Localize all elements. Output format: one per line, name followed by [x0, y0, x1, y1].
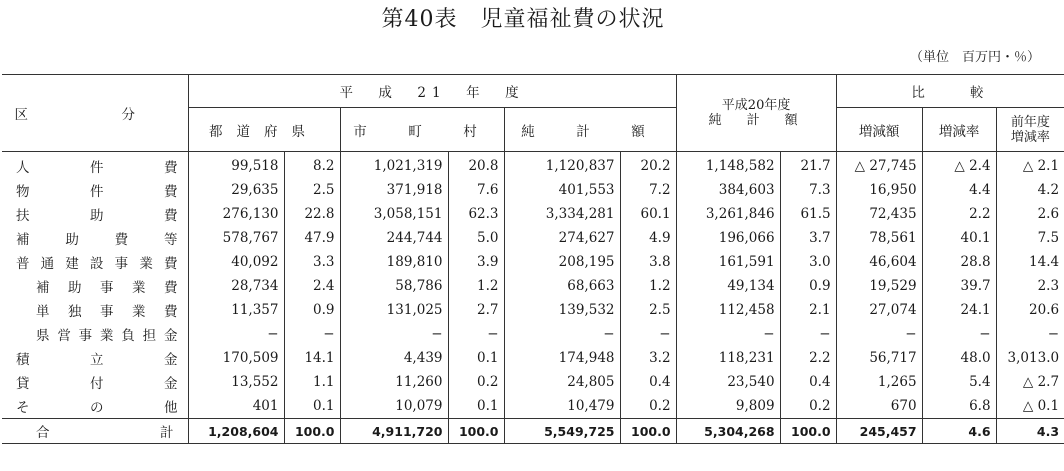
cell-value: 3.8: [620, 250, 676, 274]
cell-value: 7.6: [448, 178, 504, 202]
cell-value: 1,021,319: [340, 152, 448, 179]
cell-value: 72,435: [836, 202, 922, 226]
cell-value: 244,744: [340, 226, 448, 250]
cell-value: 1.1: [284, 370, 340, 394]
cell-value: 401,553: [504, 178, 620, 202]
row-label: 貸付金: [16, 376, 178, 392]
cell-value: 6.8: [922, 394, 996, 419]
cell-value: 11,260: [340, 370, 448, 394]
row-label: 扶助費: [16, 208, 178, 224]
cell-value: −: [448, 322, 504, 346]
cell-value: 46,604: [836, 250, 922, 274]
cell-value: 4,911,720: [340, 419, 448, 444]
cell-value: 2.5: [620, 298, 676, 322]
row-label: その他: [16, 400, 178, 416]
cell-value: 1,148,582: [676, 152, 780, 179]
cell-value: 3,058,151: [340, 202, 448, 226]
table-row: [2, 419, 1064, 444]
cell-value: 2.4: [284, 274, 340, 298]
table-row: [2, 152, 1064, 179]
cell-value: 100.0: [448, 419, 504, 444]
cell-value: 578,767: [188, 226, 284, 250]
cell-value: 371,918: [340, 178, 448, 202]
cell-value: −: [284, 322, 340, 346]
cell-value: 8.2: [284, 152, 340, 179]
cell-value: 23,540: [676, 370, 780, 394]
cell-value: 99,518: [188, 152, 284, 179]
cell-value: 3.3: [284, 250, 340, 274]
cell-value: 1,265: [836, 370, 922, 394]
table-row: [2, 322, 1064, 346]
cell-value: 2.1: [780, 298, 836, 322]
cell-value: 7.5: [996, 226, 1064, 250]
cell-value: 19,529: [836, 274, 922, 298]
cell-value: −: [504, 322, 620, 346]
header-change-amount: 増減額: [836, 108, 922, 152]
cell-value: 0.2: [448, 370, 504, 394]
header-fy20-line1: 平成20年度: [721, 98, 791, 113]
table-row: [2, 298, 1064, 322]
cell-value: 3,261,846: [676, 202, 780, 226]
cell-value: △ 2.4: [922, 152, 996, 179]
header-municipality: 市 町 村: [340, 108, 504, 152]
table-row: [2, 178, 1064, 202]
cell-value: 1,120,837: [504, 152, 620, 179]
cell-value: 24,805: [504, 370, 620, 394]
cell-value: 2.7: [448, 298, 504, 322]
cell-value: 100.0: [620, 419, 676, 444]
header-fy20-line2: 純 計 額: [708, 113, 804, 128]
cell-value: 49,134: [676, 274, 780, 298]
cell-value: 28.8: [922, 250, 996, 274]
table-row: [2, 202, 1064, 226]
row-label: 県営事業負担金: [36, 328, 178, 344]
cell-value: 189,810: [340, 250, 448, 274]
cell-value: △ 2.1: [996, 152, 1064, 179]
table-row: [2, 250, 1064, 274]
cell-value: 14.1: [284, 346, 340, 370]
cell-value: 0.1: [284, 394, 340, 419]
cell-value: 40,092: [188, 250, 284, 274]
cell-value: 39.7: [922, 274, 996, 298]
row-label: 補助事業費: [36, 280, 178, 296]
cell-value: △ 0.1: [996, 394, 1064, 419]
cell-value: 3.0: [780, 250, 836, 274]
cell-value: 13,552: [188, 370, 284, 394]
cell-value: 11,357: [188, 298, 284, 322]
cell-value: 4.4: [922, 178, 996, 202]
header-prefecture: 都道府県: [188, 108, 340, 152]
cell-value: 0.2: [780, 394, 836, 419]
cell-value: −: [676, 322, 780, 346]
cell-value: 20.8: [448, 152, 504, 179]
cell-value: 20.6: [996, 298, 1064, 322]
row-label: 積立金: [16, 352, 178, 368]
cell-value: 0.9: [284, 298, 340, 322]
cell-value: 2.2: [922, 202, 996, 226]
row-label: 普通建設事業費: [16, 256, 178, 272]
cell-value: 40.1: [922, 226, 996, 250]
cell-value: 161,591: [676, 250, 780, 274]
cell-value: −: [340, 322, 448, 346]
cell-value: 245,457: [836, 419, 922, 444]
child-welfare-table: [2, 74, 1064, 444]
unit-note: （単位 百万円・％）: [909, 50, 1040, 65]
cell-value: 1,208,604: [188, 419, 284, 444]
cell-value: 1.2: [620, 274, 676, 298]
header-net-total: 純 計 額: [504, 108, 676, 152]
cell-value: 100.0: [780, 419, 836, 444]
cell-value: 5,549,725: [504, 419, 620, 444]
table-row: [2, 226, 1064, 250]
row-label: 単独事業費: [36, 304, 178, 320]
cell-value: 21.7: [780, 152, 836, 179]
cell-value: 174,948: [504, 346, 620, 370]
cell-value: 2.6: [996, 202, 1064, 226]
cell-value: 27,074: [836, 298, 922, 322]
cell-value: 0.1: [448, 394, 504, 419]
cell-value: 2.5: [284, 178, 340, 202]
cell-value: 3,013.0: [996, 346, 1064, 370]
cell-value: 4.6: [922, 419, 996, 444]
table-row: [2, 274, 1064, 298]
cell-value: 24.1: [922, 298, 996, 322]
cell-value: −: [836, 322, 922, 346]
cell-value: −: [996, 322, 1064, 346]
table-row: [2, 370, 1064, 394]
cell-value: 16,950: [836, 178, 922, 202]
cell-value: 100.0: [284, 419, 340, 444]
header-prev-rate-line2: 増減率: [1010, 129, 1050, 145]
cell-value: 5.0: [448, 226, 504, 250]
header-prev-rate-line1: 前年度: [1010, 114, 1050, 130]
row-label: 補助費等: [16, 232, 178, 248]
cell-value: 112,458: [676, 298, 780, 322]
row-label: 物件費: [16, 184, 178, 200]
cell-value: 4.2: [996, 178, 1064, 202]
header-prev-rate: [996, 108, 1064, 152]
cell-value: 1.2: [448, 274, 504, 298]
cell-value: 4,439: [340, 346, 448, 370]
table-row: [2, 394, 1064, 419]
cell-value: −: [620, 322, 676, 346]
cell-value: 3,334,281: [504, 202, 620, 226]
cell-value: 62.3: [448, 202, 504, 226]
cell-value: 118,231: [676, 346, 780, 370]
cell-value: 131,025: [340, 298, 448, 322]
page-title: 第40表 児童福祉費の状況: [381, 7, 665, 32]
cell-value: 0.9: [780, 274, 836, 298]
cell-value: 139,532: [504, 298, 620, 322]
cell-value: 10,479: [504, 394, 620, 419]
header-fy21: 平 成 21 年 度: [188, 75, 676, 108]
header-comparison: 比 較: [836, 75, 1064, 108]
cell-value: 20.2: [620, 152, 676, 179]
cell-value: 48.0: [922, 346, 996, 370]
cell-value: 3.2: [620, 346, 676, 370]
cell-value: 208,195: [504, 250, 620, 274]
cell-value: 78,561: [836, 226, 922, 250]
cell-value: 276,130: [188, 202, 284, 226]
cell-value: 0.1: [448, 346, 504, 370]
cell-value: 670: [836, 394, 922, 419]
cell-value: −: [188, 322, 284, 346]
row-label: 合 計: [2, 419, 188, 444]
cell-value: 60.1: [620, 202, 676, 226]
row-label: 人件費: [16, 160, 178, 176]
cell-value: 28,734: [188, 274, 284, 298]
cell-value: 274,627: [504, 226, 620, 250]
cell-value: 4.9: [620, 226, 676, 250]
cell-value: 170,509: [188, 346, 284, 370]
table-body: [2, 152, 1064, 444]
cell-value: 7.3: [780, 178, 836, 202]
cell-value: 5,304,268: [676, 419, 780, 444]
cell-value: △ 27,745: [836, 152, 922, 179]
cell-value: 0.4: [620, 370, 676, 394]
cell-value: 29,635: [188, 178, 284, 202]
cell-value: 10,079: [340, 394, 448, 419]
cell-value: 2.3: [996, 274, 1064, 298]
cell-value: 3.7: [780, 226, 836, 250]
cell-value: 196,066: [676, 226, 780, 250]
cell-value: 58,786: [340, 274, 448, 298]
cell-value: −: [780, 322, 836, 346]
header-fy20: [676, 75, 836, 152]
cell-value: 384,603: [676, 178, 780, 202]
table-row: [2, 346, 1064, 370]
cell-value: 0.2: [620, 394, 676, 419]
cell-value: 7.2: [620, 178, 676, 202]
cell-value: △ 2.7: [996, 370, 1064, 394]
cell-value: 0.4: [780, 370, 836, 394]
cell-value: 14.4: [996, 250, 1064, 274]
cell-value: 68,663: [504, 274, 620, 298]
cell-value: 4.3: [996, 419, 1064, 444]
cell-value: 47.9: [284, 226, 340, 250]
cell-value: 9,809: [676, 394, 780, 419]
cell-value: 22.8: [284, 202, 340, 226]
cell-value: 56,717: [836, 346, 922, 370]
cell-value: 401: [188, 394, 284, 419]
header-category: 区 分: [2, 75, 188, 152]
cell-value: 3.9: [448, 250, 504, 274]
cell-value: 2.2: [780, 346, 836, 370]
cell-value: 61.5: [780, 202, 836, 226]
header-change-rate: 増減率: [922, 108, 996, 152]
cell-value: 5.4: [922, 370, 996, 394]
cell-value: −: [922, 322, 996, 346]
